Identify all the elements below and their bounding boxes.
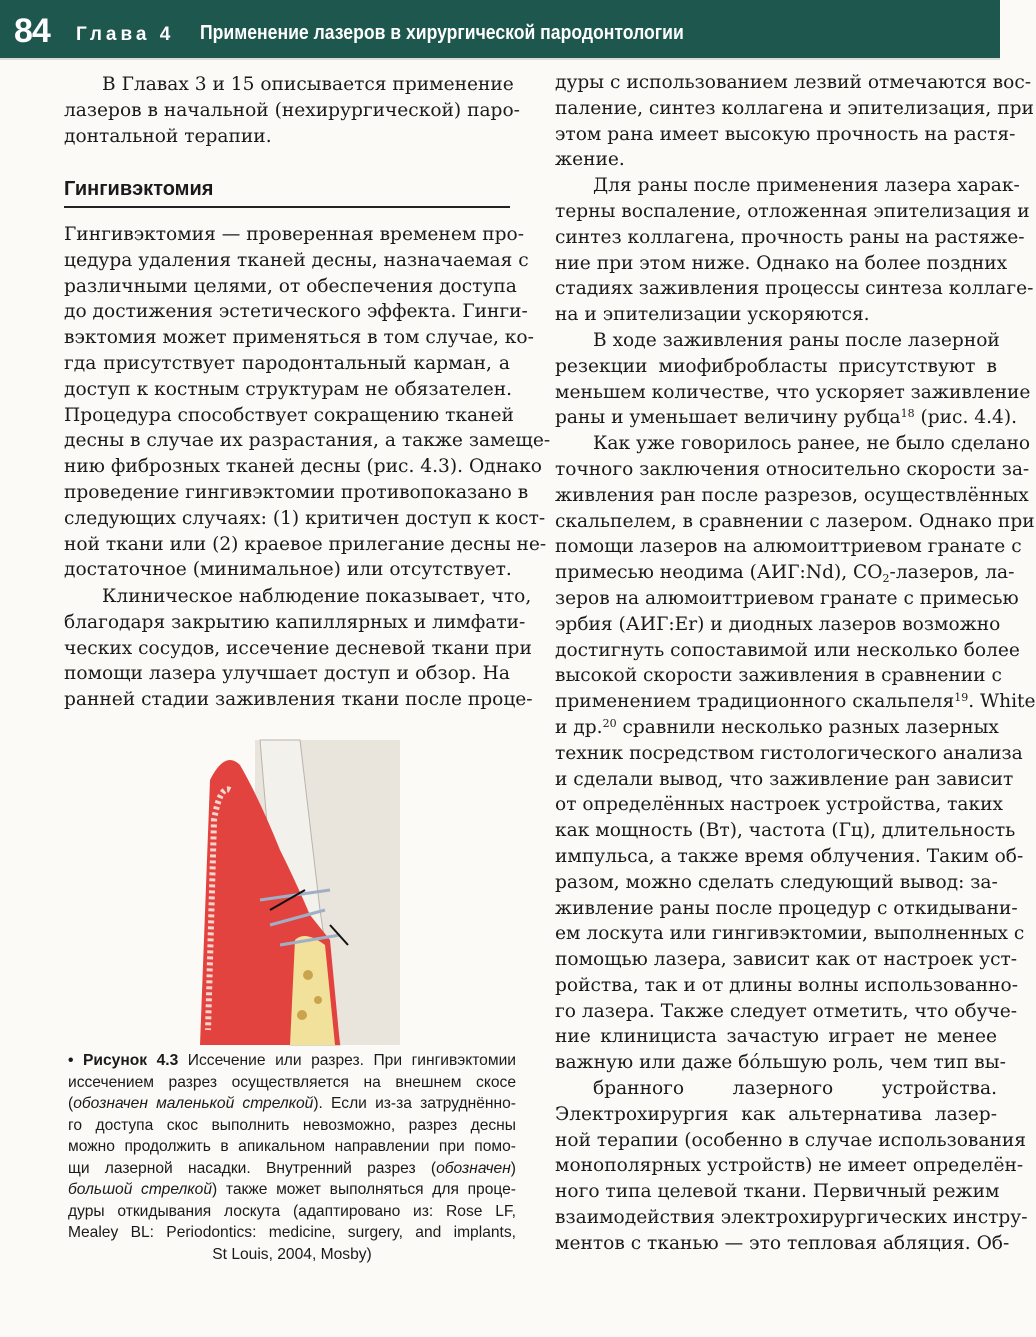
text-line <box>555 225 1025 251</box>
text-line <box>555 638 1020 664</box>
text-line <box>68 1222 516 1244</box>
text-line <box>64 610 526 636</box>
text-line <box>555 431 1031 457</box>
text-segment: высокой скорости заживления в сравнении с <box>555 665 1002 687</box>
page-number: 84 <box>14 12 50 50</box>
text-segment: десны в случае их разрастания, а также замеще- <box>64 430 551 452</box>
text-segment: монополярных устройств) не имеет определён- <box>555 1155 1024 1177</box>
text-segment: раны и уменьшает величину рубца <box>555 407 901 429</box>
text-segment: ) <box>510 1159 516 1177</box>
text-segment: • Рисунок 4.3 <box>68 1052 179 1069</box>
text-segment: ( <box>68 1095 74 1112</box>
text-line <box>64 687 533 713</box>
text-line <box>64 98 520 124</box>
text-segment: разом, можно сделать следующий вывод: за- <box>555 871 998 893</box>
figure-caption <box>68 1050 516 1265</box>
text-line <box>64 454 542 480</box>
text-line <box>555 147 997 173</box>
text-segment: проведение гингивэктомии противопоказано в <box>64 481 529 503</box>
text-segment: достаточное (минимальное) или отсутствует. <box>64 559 512 581</box>
text-segment: лазеров в начальной (нехирургической) паро- <box>64 99 520 121</box>
text-segment: ментов с тканью — это тепловая абляция. Об- <box>555 1232 1010 1254</box>
text-segment: синтез коллагена, прочность раны на растяже- <box>555 226 1025 248</box>
text-segment: 2 <box>882 572 890 586</box>
text-segment: донтальной терапии. <box>64 125 272 147</box>
text-line <box>555 276 1034 302</box>
text-segment: точного заключения относительно скорости за- <box>555 458 1030 480</box>
text-segment: помощи лазера улучшает доступ и обзор. На <box>64 663 510 685</box>
text-line <box>555 818 1016 844</box>
text-segment: цедура удаления тканей десны, назначаемая с <box>64 249 529 271</box>
text-segment: ранней стадии заживления ткани после проце- <box>64 689 533 711</box>
text-line <box>64 351 510 377</box>
text-line <box>555 1231 1010 1257</box>
text-segment: ческих сосудов, иссечение десневой ткани при <box>64 637 532 659</box>
text-segment: бранного лазерного устройства. <box>593 1078 997 1100</box>
text-segment: доступ к костным структурам не обязателен. <box>64 378 513 400</box>
text-line <box>555 1102 997 1128</box>
text-line <box>555 534 1022 560</box>
text-segment: ). Если из-за затруднённо- <box>313 1095 516 1112</box>
text-line <box>64 222 524 248</box>
text-segment: от определённых настроек устройства, таких <box>555 794 1004 816</box>
text-segment: дуры с использованием лезвий отмечаются вос- <box>555 72 1032 93</box>
paragraph-gingivectomy <box>64 222 551 583</box>
text-segment: импульса, а также время облучения. Таким об- <box>555 845 1024 867</box>
text-segment: достигнуть сопоставимой или несколько более <box>555 639 1020 661</box>
text-line <box>555 251 1008 277</box>
text-line <box>68 1115 516 1137</box>
text-segment: Клиническое наблюдение показывает, что, <box>102 586 532 607</box>
text-line <box>555 1179 1000 1205</box>
text-line <box>555 999 1018 1025</box>
text-line <box>555 1205 1028 1231</box>
right-column-text <box>555 70 1036 1257</box>
text-line <box>555 1076 997 1102</box>
text-segment: 20 <box>602 716 617 730</box>
text-segment: помощи лазеров на алюмоиттриевом гранате с <box>555 536 1022 558</box>
text-line <box>555 1050 1006 1076</box>
text-line <box>555 689 1036 715</box>
text-line <box>555 122 1016 148</box>
text-line <box>68 1093 516 1115</box>
text-segment: стадиях заживления процессы синтеза коллаге- <box>555 278 1034 300</box>
text-segment: меньшем количестве, что ускоряет заживление <box>555 381 1031 403</box>
text-segment: дуры откидывания лоскута (адаптировано из: Rose LF, <box>68 1202 516 1220</box>
running-header <box>0 0 1000 60</box>
text-line <box>64 403 514 429</box>
text-line <box>555 767 1014 793</box>
figure-gingivectomy-illustration <box>200 740 400 1045</box>
text-segment: применением традиционного скальпеля <box>555 691 955 713</box>
text-line <box>64 661 510 687</box>
text-segment: и др. <box>555 716 603 738</box>
text-line <box>555 560 1015 586</box>
text-segment: Для раны после применения лазера харак- <box>593 175 1020 197</box>
text-segment: примесью неодима (АИГ:Nd), CO <box>555 562 883 584</box>
text-segment: . White <box>968 691 1036 713</box>
text-segment: В ходе заживления раны после лазерной <box>593 329 1000 351</box>
text-segment: Mealey BL: Periodontics: medicine, surgery, and implants, <box>68 1224 516 1241</box>
text-segment: Гингивэктомия — проверенная временем про- <box>64 224 524 245</box>
text-segment: можно продолжить в апикальном направлении при помо- <box>68 1138 516 1155</box>
text-line <box>64 557 510 583</box>
text-segment: на и эпителизации ускоряются. <box>555 304 870 326</box>
text-line <box>64 325 534 351</box>
text-line <box>555 1153 1024 1179</box>
text-segment: ройства, так и от длины волны использованно- <box>555 974 1018 996</box>
text-line <box>555 792 1004 818</box>
text-line <box>555 457 1030 483</box>
text-line <box>64 584 532 610</box>
text-line <box>555 896 1018 922</box>
intro-paragraph <box>64 72 520 149</box>
text-segment: В Главах 3 и 15 описывается применение <box>102 74 514 95</box>
text-segment: зеров на алюмоиттриевом гранате с примесью <box>555 587 1019 609</box>
text-line <box>555 380 1031 406</box>
text-segment: обозначен <box>436 1159 511 1177</box>
text-segment: St Louis, 2004, Mosby) <box>212 1245 372 1263</box>
text-segment: 19 <box>954 691 969 705</box>
text-segment: ние при этом ниже. Однако на более поздних <box>555 252 1008 274</box>
text-segment: взаимодействия электрохирургических инстру- <box>555 1207 1028 1229</box>
text-line <box>68 1158 516 1180</box>
text-segment: сравнили несколько разных лазерных <box>616 716 999 738</box>
text-line <box>555 509 1035 535</box>
text-segment: Процедура способствует сокращению тканей <box>64 404 514 426</box>
text-line <box>555 870 997 896</box>
section-rule <box>64 206 510 208</box>
text-line <box>555 612 1001 638</box>
text-segment: обозначен маленькой стрелкой <box>73 1095 314 1112</box>
text-line <box>555 844 1024 870</box>
text-segment: вэктомия может применяться в том случае, ко- <box>64 327 534 349</box>
text-line <box>555 921 1025 947</box>
text-segment: помощью лазера, зависит как от настроек уст- <box>555 949 1018 971</box>
text-line <box>64 274 517 300</box>
chapter-title: Применение лазеров в хирургической пародонтологии <box>200 22 684 44</box>
text-line <box>68 1050 516 1072</box>
text-line <box>64 480 529 506</box>
text-segment: жение. <box>555 149 625 171</box>
text-segment: эрбия (АИГ:Er) и диодных лазеров возможно <box>555 613 1001 635</box>
text-segment: скальпелем, в сравнении с лазером. Однако при <box>555 510 1035 532</box>
text-line <box>555 741 1023 767</box>
text-line <box>555 715 997 741</box>
text-line <box>68 1136 516 1158</box>
text-line <box>64 428 551 454</box>
text-segment: Как уже говорилось ранее, не было сделано <box>593 433 1031 455</box>
text-line <box>64 72 514 98</box>
text-segment: большой стрелкой <box>68 1181 212 1198</box>
text-segment: благодаря закрытию капиллярных и лимфати- <box>64 611 526 633</box>
text-segment: как мощность (Вт), частота (Гц), длительность <box>555 820 1016 842</box>
text-line <box>555 328 1000 354</box>
text-segment: различными целями, от обеспечения доступа <box>64 275 517 297</box>
text-segment: го лазера. Также следует отметить, что обуче- <box>555 1000 1018 1022</box>
text-line <box>68 1201 516 1223</box>
text-line <box>64 636 532 662</box>
text-segment: го доступа скос выполнить невозможно, разрез десны <box>68 1116 516 1134</box>
text-segment: техник посредством гистологического анализа <box>555 742 1023 764</box>
text-segment: ной ткани или (2) краевое прилегание десны не- <box>64 533 547 555</box>
text-line <box>555 586 1019 612</box>
text-segment: паление, синтез коллагена и эпителизация, при <box>555 97 1034 119</box>
text-segment: Электрохирургия как альтернатива лазер- <box>555 1103 997 1125</box>
text-segment: ного типа целевой ткани. Первичный режим <box>555 1181 1000 1203</box>
text-segment: (рис. 4.4). <box>914 407 1018 429</box>
text-line <box>555 947 1018 973</box>
text-line <box>68 1179 516 1201</box>
text-line <box>555 302 997 328</box>
text-segment: живление раны после процедур с откидывани- <box>555 897 1018 919</box>
text-line <box>555 483 1029 509</box>
text-segment: живления ран после разрезов, осуществлённых <box>555 484 1029 506</box>
text-line <box>64 506 546 532</box>
text-line <box>64 248 529 274</box>
text-segment: ) также может выполняться для проце- <box>212 1181 516 1198</box>
text-line <box>555 199 1030 225</box>
text-segment: нию фиброзных тканей десны (рис. 4.3). Однако <box>64 456 542 478</box>
text-segment: -лазеров, ла- <box>889 562 1015 584</box>
text-line <box>555 96 1034 122</box>
text-segment: резекции миофибробласты присутствуют в <box>555 355 997 377</box>
text-segment: ние клинициста зачастую играет не менее <box>555 1026 997 1048</box>
text-line <box>64 377 513 403</box>
text-segment: ем лоскута или гингивэктомии, выполненных с <box>555 923 1025 945</box>
text-line <box>64 532 547 558</box>
text-line <box>64 124 510 150</box>
paragraph-clinical <box>64 584 533 713</box>
text-line <box>64 299 528 325</box>
text-segment: и сделали вывод, что заживление ран зависит <box>555 768 1014 790</box>
text-segment: ной терапии (особенно в случае использования <box>555 1129 1026 1151</box>
text-segment: следующих случаях: (1) критичен доступ к кост- <box>64 507 546 529</box>
text-segment: до достижения эстетического эффекта. Гинги- <box>64 301 528 323</box>
section-title: Гингивэктомия <box>64 178 214 200</box>
text-segment: этом рана имеет высокую прочность на растя- <box>555 123 1016 145</box>
text-segment: терны воспаление, отложенная эпителизация и <box>555 200 1030 222</box>
text-line <box>555 405 1018 431</box>
text-segment: гда присутствует пародонтальный карман, а <box>64 352 510 374</box>
text-segment: щи лазерной насадки. Внутренний разрез ( <box>68 1159 437 1177</box>
text-line <box>68 1072 516 1094</box>
text-line <box>555 354 997 380</box>
text-line <box>555 1024 997 1050</box>
text-segment: иссечением разрез осуществляется на внешнем скосе <box>68 1073 516 1091</box>
text-segment: важную или даже бóльшую роль, чем тип вы- <box>555 1052 1006 1074</box>
text-line <box>555 1128 1026 1154</box>
chapter-label: Глава 4 <box>76 24 175 45</box>
text-segment: Иссечение или разрез. При гингивэктомии <box>178 1052 516 1069</box>
text-line <box>68 1244 516 1266</box>
text-line <box>555 70 1032 96</box>
text-line <box>555 663 1002 689</box>
text-line <box>555 973 1018 999</box>
text-line <box>555 173 1020 199</box>
text-segment: 18 <box>900 407 915 421</box>
